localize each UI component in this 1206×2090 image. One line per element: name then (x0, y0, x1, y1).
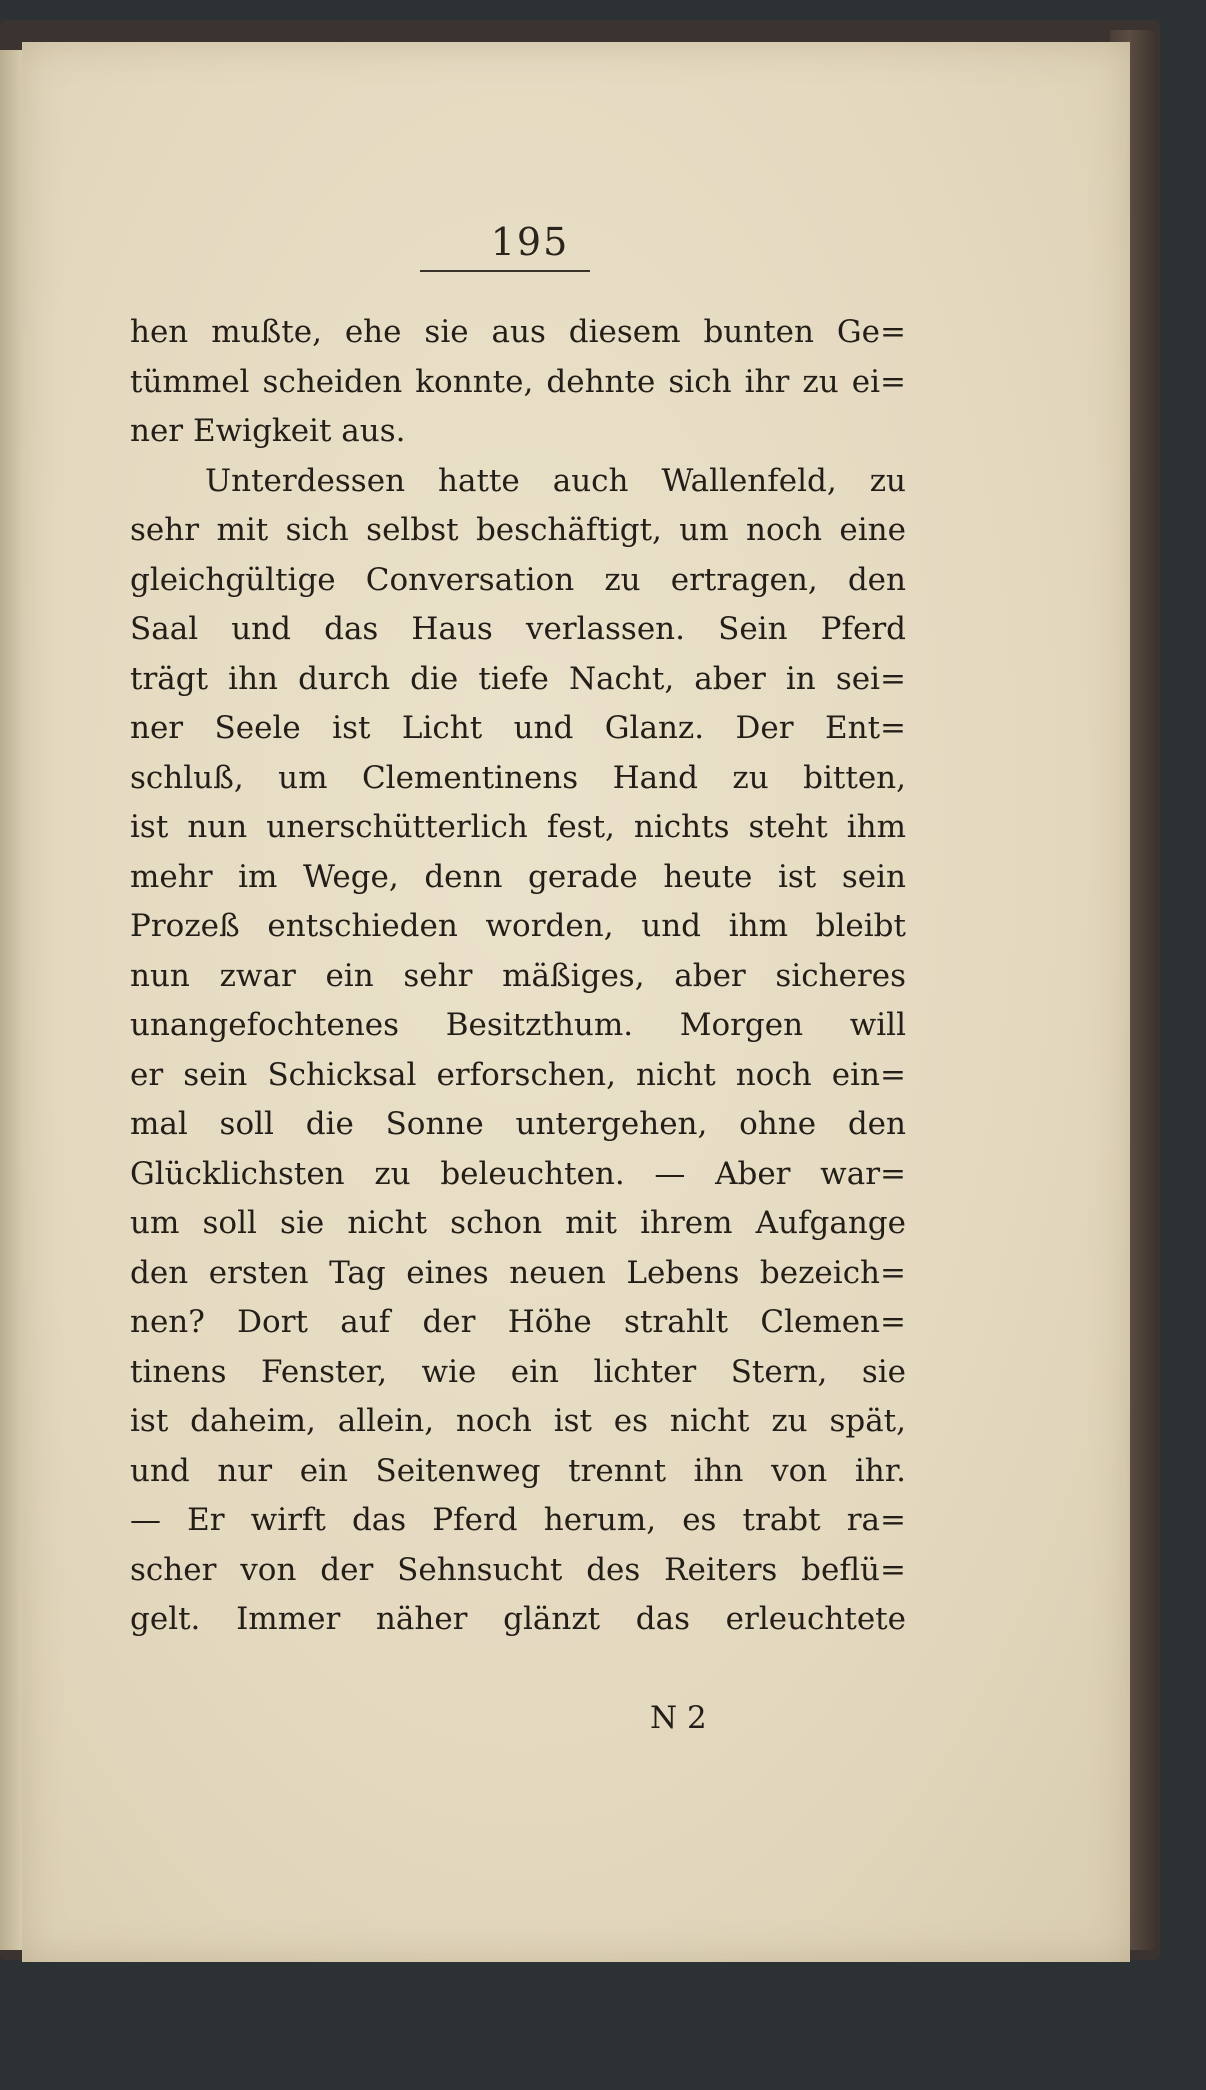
header-rule (420, 270, 590, 272)
text-line: mehr im Wege, denn gerade heute ist sein (130, 858, 906, 895)
text-line: unangefochtenes Besitzthum. Morgen will (130, 1007, 906, 1043)
text-line: gelt. Immer näher glänzt das erleuchtete (130, 1601, 906, 1637)
text-line: um soll sie nicht schon mit ihrem Aufgange (130, 1205, 906, 1241)
text-line: — Er wirft das Pferd herum, es trabt ra= (130, 1502, 906, 1538)
text-line: gleichgültige Conversation zu ertragen, den (130, 561, 906, 598)
text-line: trägt ihn durch die tiefe Nacht, aber in sei= (130, 660, 906, 697)
text-line: Saal und das Haus verlassen. Sein Pferd (130, 611, 906, 647)
text-line: schluß, um Clementinens Hand zu bitten, (130, 759, 906, 796)
text-line: ist nun unerschütterlich fest, nichts steht ihm (130, 809, 906, 845)
text-line: mal soll die Sonne untergehen, ohne den (130, 1106, 906, 1142)
text-line: er sein Schicksal erforschen, nicht noch ein= (130, 1056, 906, 1093)
page-stack-edge (0, 50, 24, 1950)
text-line: nun zwar ein sehr mäßiges, aber sicheres (130, 957, 906, 994)
text-line: ner Seele ist Licht und Glanz. Der Ent= (130, 710, 906, 746)
text-line: nen? Dort auf der Höhe strahlt Clemen= (130, 1304, 906, 1340)
text-line: tinens Fenster, wie ein lichter Stern, sie (130, 1353, 906, 1390)
text-line: sehr mit sich selbst beschäftigt, um noch eine (130, 512, 906, 548)
text-line: und nur ein Seitenweg trennt ihn von ihr. (130, 1452, 906, 1489)
text-line: den ersten Tag eines neuen Lebens bezeich= (130, 1254, 906, 1291)
text-line: Unterdessen hatte auch Wallenfeld, zu (205, 462, 906, 499)
text-line: ist daheim, allein, noch ist es nicht zu spät, (130, 1403, 906, 1439)
text-line: Glücklichsten zu beleuchten. — Aber war= (130, 1155, 906, 1192)
text-line: tümmel scheiden konnte, dehnte sich ihr zu ei= (130, 363, 906, 400)
text-line: scher von der Sehnsucht des Reiters beflü= (130, 1551, 906, 1588)
signature-mark: N 2 (650, 1700, 707, 1736)
text-line: hen mußte, ehe sie aus diesem bunten Ge= (130, 314, 906, 350)
page-number: 195 (490, 220, 570, 264)
body-text (130, 308, 906, 1645)
text-line: ner Ewigkeit aus. (130, 413, 406, 449)
text-line: Prozeß entschieden worden, und ihm bleibt (130, 908, 906, 944)
